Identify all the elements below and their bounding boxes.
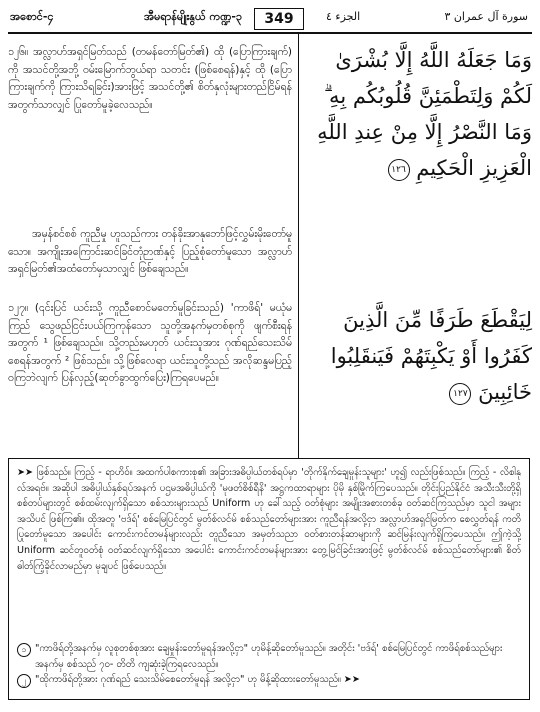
arabic-verse-text: لِيَقْطَعَ طَرَفًا مِّنَ الَّذِينَ كَفَرُوا أَوْ يَكْبِتَهُمْ فَيَنقَلِبُوا خَائِبِينَ [330, 308, 532, 404]
footnotes-box [8, 458, 530, 700]
page [8, 6, 532, 706]
page-number: 349 [254, 8, 304, 30]
arabic-verse-127 [310, 302, 532, 410]
translation-paragraph-126: ၁၂၆။ အလ္လာဟ်အရှင်မြတ်သည် (တမန်တော်မြတ်၏) ထို (ပြောကြားချက်) ကို အသင်တို့အဘို့ ဝမ်းမြောက်ဘွယ်ရာ သတင်း (ဖြစ်စေရန်)နှင့် ထို (ပြောကြားချက်ကို ကြားသိရခြင်း)အားဖြင့် အသင်တို့၏ စိတ်နှလုံးများတည်ငြိမ်ရန် အတွက်သာလျှင် ပြုတော်မူခဲ့လေသည်။ [8, 46, 292, 111]
footnote-item [17, 641, 521, 672]
footnote-text: "ထိုကာဖိရ်တို့အား ဂုဏ်ရည် သေးသိမ်စေတော်မူရန် အလို့ငှာ" ဟု မိန့်ဆိုထားတော်မူသည်။ ➤➤ [35, 674, 360, 686]
footnote-text: "ကာဖိရ်တို့အနက်မှ လူစုတစ်စုအား ချေမှုန်းတော်မူရန်အလို့ငှာ" ဟုမိန့်ဆိုတော်မူသည်။ အတိုင်း 'ဗဒ်ရ်' စစ်မြေပြင်တွင် ကာဖိရ်စစ်သည်များအနက်မှ စစ်သည် ၇၀- တိတိ ကျဆုံးခဲ့ကြရလေသည်။ [35, 643, 503, 670]
translation-paragraph-126b: အမှန်စင်စစ် ကူညီမှု ဟူသည်ကား တန်ခိုးအာနုဘော်ဖြင့်လွှမ်းမိုးတော်မူသော။ အကျိုးအကြောင်းဆင်ခြင်တုံဉာဏ်နှင့် ပြည့်စုံတော်မူသော အလ္လာဟ်အရှင်မြတ်၏အထံတော်မှသာလျှင် ဖြစ်ချေသည်။ [8, 228, 292, 276]
volume-label: အစောင်-၄ [10, 10, 54, 23]
footnote-item [17, 672, 521, 688]
page-header [8, 6, 532, 34]
footnote-list [17, 641, 521, 688]
column-divider [298, 34, 299, 458]
section-label: အီမရာန်မျိုးနွယ် ကဏ္ဍ-၃ [144, 10, 243, 23]
surah-label: سورة آل عمران ٣ [444, 10, 528, 23]
footnote-marker: ၁ [17, 643, 31, 657]
arabic-verse-126 [310, 42, 532, 186]
arabic-verse-text: وَمَا جَعَلَهُ اللَّهُ إِلَّا بُشْرَىٰ لَكُمْ وَلِتَطْمَئِنَّ قُلُوبُكُم بِهِ ۗ وَمَا النَّصْرُ إِلَّا مِنْ عِندِ اللَّهِ الْعَزِيزِ الْحَكِيمِ [317, 48, 532, 180]
juz-label: الجزء ٤ [326, 10, 361, 23]
verse-number-marker: ١٢٦ [388, 159, 410, 181]
footnote-marker: ၂ [17, 674, 31, 688]
footnote-body: ➤➤ ဖြစ်သည်။ ကြည့် - ရာဟိဝ်။ အထက်ပါစကားစု၏ အခြားအဓိပ္ပါယ်တစ်ရပ်မှာ 'တိုက်နိုက်ချေမှုန်းသူများ' ဟူ၍ လည်းဖြစ်သည်။ ကြည့် - လိစါနုလ်အရဗ်။ အဆိုပါ အဓိပ္ပါယ်နှစ်ရပ်အနက် ပဌမအဓိပ္ပါယ်ကို 'မုဖတ်စိစ်ရီနိ' အဋ္ဌကထာရာများ ပိုမို နှစ်မြိုက်ကြပေသည်။ တိုင်းပြည်နိုင်ငံ အသီးသီးတို့ရှိ စစ်တပ်များတွင် စစ်ထမ်းလျက်ရှိသော စစ်သားများသည် Uniform ဟု ခေါ်သည့် ဝတ်စုံများ အမျိုးအစားတစ်ခု ဝတ်ဆင်ကြသည်မှာ သူငါ အများ အသိပင် ဖြစ်ကြ၏။ ထိုအတူ 'ဗဒ်ရ်' စစ်မြေပြင်တွင် မွတ်စ်လင်မ် စစ်သည်တော်များအား ကူညီရန်အလို့ငှာ အလ္လာဟ်အရှင်မြတ်က စေလွှတ်ရန် ကတိပြုတော်မူသော အပေါင်း ကောင်းကင်တမန်များလည်း တူညီသော အမှတ်သညာ ဝတ်စားတန်ဆာများကို ဆင်မြန်းလျက်ရှိကြပေသည်။ ဤကဲ့သို့ Uniform ဆင်တူဝတ်စုံ ဝတ်ဆင်လျက်ရှိသော အပေါင်း ကောင်းကင်တမန်များအား တွေ့မြင်ခြင်းအားဖြင့် မွတ်စ်လင်မ် စစ်သည်တော်များ၏ စိတ်ဓါတ်ကြံ့ခိုင်လာမည်မှာ မုချပင် ဖြစ်ပေသည်။ [17, 467, 521, 572]
verse-number-marker: ١٢٧ [449, 383, 471, 405]
translation-paragraph-127: ၁၂၇။ (၎င်းပြင် ယင်းသို့ ကူညီစောင်မတော်မူခြင်းသည်) 'ကာဖိရ်' မယုံမကြည် သွေဖည်ငြင်းပယ်ကြကုန်သော သူတို့အနက်မှတစ်စုကို ဖျက်စီးရန်အတွက် ¹ ဖြစ်ချေသည်။ သို့တည်းမဟုတ် ယင်းသူအား ဂုဏ်ရည်သေးသိမ်စေရန်အတွက် ² ဖြစ်သည်။ သို့ဖြစ်လေရာ ယင်းသူတို့သည် အလိုဆန္ဒမပြည့်ဝကြဘဲလျက် ပြန်လှည့်(ဆုတ်ခွာထွက်ပြေး)ကြရပေမည်။ [8, 302, 292, 385]
